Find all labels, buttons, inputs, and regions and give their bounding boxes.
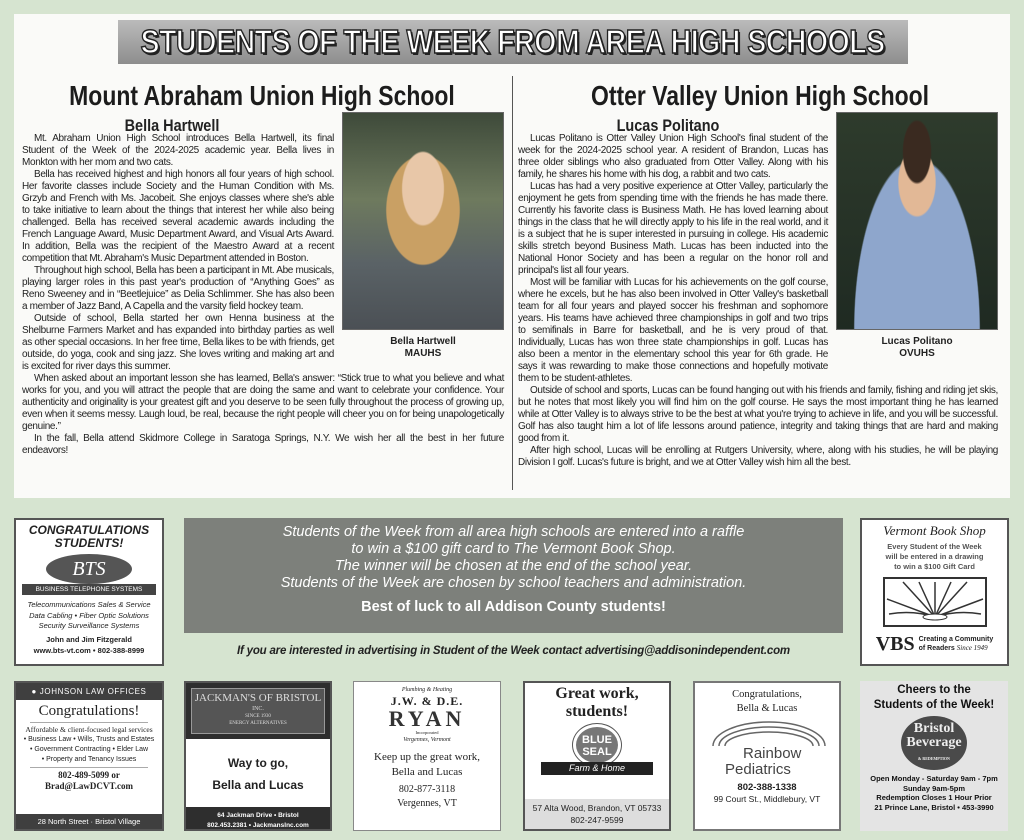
ad-rainbow-pediatrics[interactable]	[693, 681, 841, 831]
raffle-line: Students of the Week from all area high schools are entered into a raffle	[282, 524, 745, 540]
raffle-line: Students of the Week are chosen by school teachers and administration.	[280, 575, 747, 591]
advertising-contact: If you are interested in advertising in Student of the Week contact advertising@addisonindependent.com	[237, 645, 790, 657]
ad-jackmans[interactable]	[184, 681, 332, 831]
student-name: Bella Hartwell	[124, 116, 220, 135]
paragraph: Lucas has had a very positive experience at Otter Valley, particularly the enjoyment he gets from spending time with the friends he has made there. Currently his favorite class is Business Math. He has loved learning about things in the class that he will directly apply to his life in the real world, and it is a subject that he is super interested in pursuing in college. His academic skills stretch beyond Business Math. Lucas has been inducted into the National Honor Society and has been a regular on the honor roll and principal's list all four years.	[518, 181, 828, 276]
bts-logo: BTS	[46, 554, 132, 584]
since: Since 1949	[956, 644, 988, 652]
ad-logo-arc: Vergennes, Vermont	[403, 737, 451, 743]
logo-icon: ●	[31, 687, 37, 696]
ad-ribbon: Farm & Home	[541, 762, 653, 775]
article-right	[518, 116, 998, 469]
paragraph: Most will be familiar with Lucas for his achievements on the golf course, where he excels, but he has also been involved in Otter Valley's basketball team for all four years and played soccer his freshman and sophomore years. His teams have achieved three championships in golf and two trips to semifinals in Barre for basketball, and he is very proud of that. Individually, Lucas has won three state championships in golf. Lucas has also been a mentor in the elementary school this year for 6th grade. He says it was rewarding to make those connections and hopefully motivate them to be student-athletes.	[518, 277, 828, 384]
blue-seal-logo: BLUE SEAL	[573, 724, 621, 766]
raffle-announcement	[184, 518, 843, 633]
ad-contact: John and Jim Fitzgerald www.bts-vt.com • 802-388-8999	[33, 634, 145, 655]
paragraph: After high school, Lucas will be enrolling at Rutgers University, where, along with his studies, he will be playing Division I golf. Lucas's future is bright, and we at Otter Valley wish him all the best.	[518, 445, 998, 468]
rainbow-logo: Rainbow Pediatrics	[725, 745, 802, 778]
vbs-logo: VBS	[875, 633, 915, 655]
paragraph: In the fall, Bella attend Skidmore College in Saratoga Springs, N.Y. We wish her all the best in her future endeavors!	[22, 433, 504, 456]
student-name: Lucas Politano	[616, 116, 720, 135]
ad-headline: CONGRATULATIONS STUDENTS!	[28, 523, 150, 550]
caption-name: Bella Hartwell	[390, 336, 456, 347]
ad-logo: RYAN	[388, 706, 466, 731]
student-photo-figure	[836, 112, 998, 364]
ad-message: Congratulations, Bella & Lucas	[732, 689, 802, 714]
raffle-line: to win a $100 gift card to The Vermont Book Shop.	[351, 541, 676, 557]
ad-text: Affordable & client-focused legal services	[25, 725, 153, 734]
ad-ryan[interactable]	[353, 681, 501, 831]
page-title-banner	[118, 20, 908, 64]
ad-message: Keep up the great work, Bella and Lucas	[374, 751, 480, 778]
ad-text: Every Student of the Week will be entered in a drawing to win a $100 Gift Card	[885, 542, 984, 571]
ad-contact: 64 Jackman Drive • Bristol 802.453.2381 • JackmansInc.com	[207, 812, 309, 829]
caption-school: MAUHS	[404, 348, 442, 359]
paragraph: Mt. Abraham Union High School introduces Bella Hartwell, its final Student of the Week of the 2024-2025 academic year. Bella lives in Monkton with her mom and two cats.	[22, 133, 334, 168]
paragraph: Throughout high school, Bella has been a participant in Mt. Abe musicals, playing larger roles in this past year's production of “Anything Goes” as Reno Sweeney and in “Beetlejuice” as Delia Schlimmer. She has also been a member of Jazz Band, A Capella and the varsity field hockey team.	[22, 265, 334, 312]
photo-caption	[342, 336, 504, 360]
ad-vermont-book-shop[interactable]	[860, 518, 1009, 666]
caption-school: OVUHS	[899, 348, 935, 359]
ad-headline: Great work, students!	[555, 685, 639, 720]
ad-header: ● JOHNSON LAW OFFICES	[16, 683, 162, 700]
paragraph: Bella has received highest and high honors all four years of high school. Her favorite classes include Society and the Human Condition with Ms. Grzyb and French with Ms. Jacobeit. She enjoys classes where she's able to take initiative to learn about the things that interest her while also being challenged. Bella has received several academic awards including the French Language Award, Music Department Award, and Visual Arts Award. In addition, Bella was the recipient of the Maestro Award at a recent competition that Mt. Abraham's Music Department attended in Boston.	[22, 169, 334, 264]
tagline: of Readers	[918, 645, 955, 652]
caption-name: Lucas Politano	[881, 336, 953, 347]
ad-contact: 802-489-5099 or Brad@LawDCVT.com	[30, 767, 148, 792]
bristol-beverage-logo: Bristol Beverage & REDEMPTION	[901, 716, 967, 770]
ad-address: 99 Court St., Middlebury, VT	[713, 794, 821, 804]
ad-headline: Cheers to the Students of the Week!	[873, 684, 995, 711]
ad-message: Way to go, Bella and Lucas	[186, 739, 330, 807]
page-title: STUDENTS OF THE WEEK FROM AREA HIGH SCHOOLS	[140, 23, 886, 60]
ad-phone: 802-388-1338	[737, 782, 797, 793]
school-heading-right: Otter Valley Union High School	[590, 80, 930, 111]
ad-band: BUSINESS TELEPHONE SYSTEMS	[22, 584, 156, 595]
ad-logo-text: Vermont Book Shop	[883, 523, 986, 538]
article-left	[22, 116, 504, 457]
student-photo	[342, 112, 504, 330]
vbs-footer	[862, 633, 1007, 655]
ad-johnson-law[interactable]	[14, 681, 164, 831]
photo-caption	[836, 336, 998, 360]
rainbow-icon	[709, 720, 829, 746]
column-divider	[512, 76, 513, 490]
paragraph: Outside of school, Bella started her own Henna business at the Shelburne Farmers Market and has expanded into birthday parties as well as other special occasions. In her free time, Bella likes to be with friends, get outside, do yoga, cook and sing jazz. She loves writing and making art and is excited for river days this summer.	[22, 313, 334, 372]
ad-bristol-beverage[interactable]	[860, 681, 1008, 831]
ad-hours: Open Monday - Saturday 9am - 7pm Sunday 9am-5pm Redemption Closes 1 Hour Prior 21 Prince Lane, Bristol • 453-3990	[870, 774, 998, 812]
jackmans-logo: JACKMAN'S OF BRISTOL INC. SINCE 1930 ENERGY ALTERNATIVES	[191, 688, 325, 734]
raffle-line: The winner will be chosen at the end of the school year.	[334, 558, 693, 574]
raffle-closing: Best of luck to all Addison County students!	[361, 599, 666, 615]
ad-logo-arc: Plumbing & Heating	[401, 687, 453, 693]
ad-blue-seal[interactable]	[523, 681, 671, 831]
ad-logo: J.W. & D.E.	[390, 694, 464, 708]
school-heading-left: Mount Abraham Union High School	[69, 80, 455, 111]
ad-contact: 57 Alta Wood, Brandon, VT 05733 802-247-9599	[525, 799, 669, 829]
ad-headline: Congratulations!	[38, 703, 140, 719]
open-book-icon	[883, 577, 987, 627]
ad-bts[interactable]	[14, 518, 164, 666]
student-photo	[836, 112, 998, 330]
student-photo-figure	[342, 112, 504, 364]
paragraph: When asked about an important lesson she has learned, Bella's answer: “Stick true to what you believe and what works for you, and you will attract the people that are doing the same and want to celebrate your confidence. Your authenticity and originality is your greatest gift and you deserve to be seen fully throughout the process of growing up, even when it seems messy. Laugh loud, be real, because the right people will cheer you on for being unapologetically genuine.”	[22, 373, 504, 432]
ad-services: Telecommunications Sales & Service Data Cabling • Fiber Optic Solutions Security Surveillance Systems	[27, 600, 151, 630]
paragraph: Lucas Politano is Otter Valley Union High School's final student of the week for the 2024-2025 school year. A resident of Brandon, Lucas has three older siblings who also graduated from Otter Valley. Along with his family, he shares his home with his dog, a rabbit and two cats.	[518, 133, 828, 180]
ad-logo-inc: Incorporated	[415, 730, 439, 735]
tagline: Creating a Community	[918, 636, 994, 643]
ad-services: • Business Law • Wills, Trusts and Estates • Government Contracting • Elder Law • Property and Tenancy Issues	[23, 736, 155, 763]
ad-contact: 802-877-3118 Vergennes, VT	[397, 784, 457, 809]
paragraph: Outside of school and sports, Lucas can be found hanging out with his friends and family, fishing and riding jet skis, but he notes that most likely you will find him on the golf course. He says the most important thing he has learned while at Otter Valley is to always strive to be the best at what you're trying to achieve in life, and you will be successful. Golf has also taught him a lot of life lessons around patience, integrity and taking things that are hard and making good from it.	[518, 385, 998, 444]
ad-address: 28 North Street · Bristol Village	[16, 814, 162, 829]
